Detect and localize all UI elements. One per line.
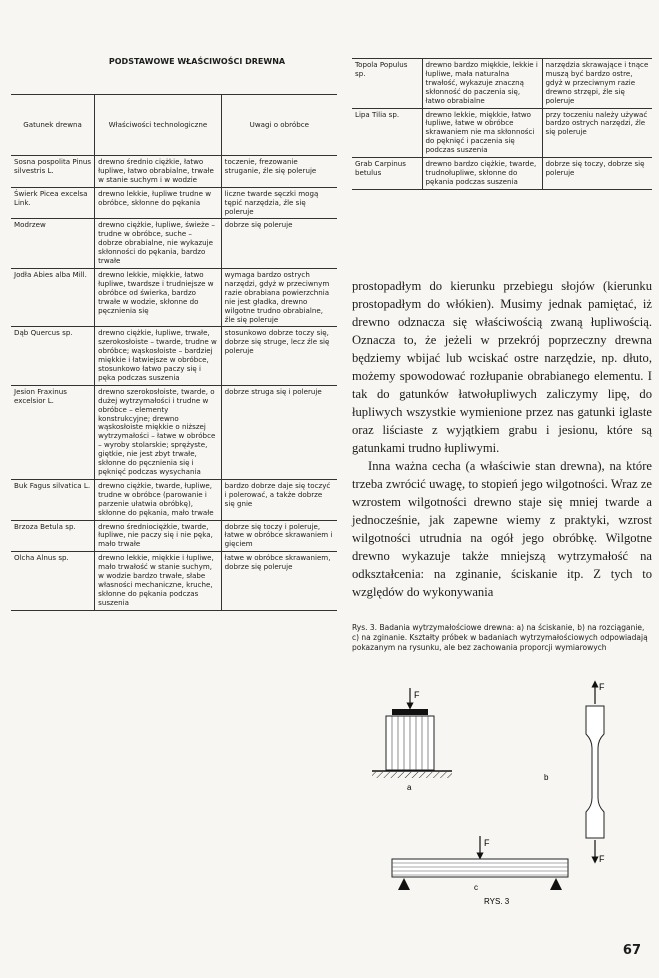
cell-species: Olcha Alnus sp. (11, 552, 95, 610)
label-c: c (474, 883, 478, 892)
page-number: 67 (622, 943, 641, 958)
force-label: F (599, 854, 605, 864)
cell-species: Sosna pospolita Pinus silvestris L. (11, 156, 95, 188)
cell-properties: drewno ciężkie, twarde, łupliwe, trudne w obróbce (parowanie i parzenie ułatwia obróbkę), skłonne do pękania, mało trwałe (95, 479, 222, 520)
table-row (11, 156, 337, 188)
cell-properties: drewno średnio ciężkie, łatwo łupliwe, łatwo obrabialne, trwałe w stanie suchym i w wodzie (95, 156, 222, 188)
tension-specimen (586, 706, 604, 838)
table-row (11, 187, 337, 219)
table-header-row (11, 95, 337, 156)
cell-species: Dąb Quercus sp. (11, 327, 95, 385)
cell-notes: dobrze się toczy, dobrze się poleruje (542, 158, 652, 190)
cell-properties: drewno szerokosłoiste, twarde, o dużej wytrzymałości i trudne w obróbce – elementy konstrukcyjne; drewno wąskosłoiste miękkie o niższej wytrzymałości – łatwe w obróbce – wyroby stolarskie; sprężyste, giętkie, nie jest zbyt trwałe, skłonne do pęcznienia się i pęknięć podczas wysychania (95, 385, 222, 479)
cell-notes: wymaga bardzo ostrych narzędzi, gdyż w przeciwnym razie obrabiana powierzchnia nie jest gładka, drewno wilgotne trudno obrabialne, źle się poleruje (221, 268, 337, 326)
bending-specimen (392, 859, 568, 877)
cell-properties: drewno lekkie, łupliwe trudne w obróbce, skłonne do pękania (95, 187, 222, 219)
cell-species: Buk Fagus silvatica L. (11, 479, 95, 520)
cell-species: Jesion Fraxinus excelsior L. (11, 385, 95, 479)
caption-label: Rys. 3. (352, 623, 378, 632)
cell-notes: toczenie, frezowanie struganie, źle się poleruje (221, 156, 337, 188)
cell-notes: dobrze się toczy i poleruje, łatwe w obróbce skrawaniem i gięciem (221, 520, 337, 552)
cell-properties: drewno lekkie, miękkie, łatwo łupliwe, twardsze i trudniejsze w obróbce od świerka, bardzo trwałe w wodzie, skłonne do pęcznienia się (95, 268, 222, 326)
cell-properties: drewno lekkie, miękkie i łupliwe, mało trwałość w stanie suchym, w wodzie bardzo trwałe, słabe własności mechaniczne, kruche, skłonne do pękania podczas suszenia (95, 552, 222, 610)
cell-notes: stosunkowo dobrze toczy się, dobrze się struge, lecz źle się poleruje (221, 327, 337, 385)
cell-species: Grab Carpinus betulus (352, 158, 422, 190)
cell-properties: drewno bardzo ciężkie, twarde, trudnołupliwe, skłonne do pękania podczas suszenia (422, 158, 542, 190)
table-row (352, 108, 652, 158)
label-a: a (407, 783, 412, 792)
cell-species: Świerk Picea excelsa Link. (11, 187, 95, 219)
cell-notes: dobrze się poleruje (221, 219, 337, 269)
header-properties: Właściwości technologiczne (95, 95, 222, 156)
header-species: Gatunek drewna (11, 95, 95, 156)
table-row (11, 268, 337, 326)
cell-species: Brzoza Betula sp. (11, 520, 95, 552)
wood-properties-table (11, 94, 337, 611)
cell-properties: drewno lekkie, miękkie, łatwo łupliwe, łatwe w obróbce skrawaniem nie ma skłonności do pęknięć i paczenia się podczas suszenia (422, 108, 542, 158)
cell-notes: przy toczeniu należy używać bardzo ostrych narzędzi, źle się poleruje (542, 108, 652, 158)
figure-label: RYS. 3 (484, 897, 510, 906)
force-label: F (599, 682, 605, 692)
strength-test-figure (352, 668, 652, 918)
cell-species: Lipa Tilia sp. (352, 108, 422, 158)
cell-notes: liczne twarde sęczki mogą tępić narzędzia, źle się poleruje (221, 187, 337, 219)
caption-text: Badania wytrzymałościowe drewna: a) na ściskanie, b) na rozciąganie, c) na zginanie. Kształty próbek w badaniach wytrzymałościowych odpowiadają pokazanym na rysunku, ale bez zachowania proporcji wymiarowych (352, 623, 648, 652)
cell-properties: drewno ciężkie, łupliwe, świeże – trudne w obróbce, suche – dobrze obrabialne, nie wykazuje skłonności do pękania, bardzo trwałe (95, 219, 222, 269)
cell-notes: dobrze struga się i poleruje (221, 385, 337, 479)
cell-species: Modrzew (11, 219, 95, 269)
press-plate (392, 709, 428, 715)
left-support (398, 878, 410, 890)
cell-notes: narzędzia skrawające i tnące muszą być bardzo ostre, gdyż w przeciwnym razie drewno strzępi, źle się poleruje (542, 59, 652, 109)
force-label: F (414, 690, 420, 700)
table-row (352, 59, 652, 109)
cell-species: Topola Populus sp. (352, 59, 422, 109)
right-support (550, 878, 562, 890)
compression-test-diagram (372, 688, 452, 792)
cell-properties: drewno bardzo miękkie, lekkie i łupliwe, mała naturalna trwałość, wykazuje znaczną skłonność do paczenia się, łatwo obrabialne (422, 59, 542, 109)
body-paragraph: Inna ważna cecha (a właściwie stan drewna), na które trzeba zwrócić uwagę, to stopień jego wilgotności. Wraz ze wzrostem wilgotności drewno staje się mniej twarde a jednocześnie, jak zapewne wiemy z praktyki, wzrost wilgotności utrudnia na ogół jego obróbkę. Wilgotne drewno wykazuje także mniejszą wytrzymałość na odkształcenia: na zginanie, ściskanie itp. Z tych to względów do wykonywania (352, 459, 652, 599)
table-row (11, 552, 337, 610)
table-row (352, 158, 652, 190)
cell-species: Jodła Abies alba Mill. (11, 268, 95, 326)
label-b: b (544, 773, 549, 782)
cell-properties: drewno średniociężkie, twarde, łupliwe, nie paczy się i nie pęka, mało trwałe (95, 520, 222, 552)
figure-caption (352, 623, 652, 653)
header-notes: Uwagi o obróbce (221, 95, 337, 156)
table-row (11, 219, 337, 269)
bending-test-diagram (392, 836, 568, 906)
body-paragraph: prostopadłym do kierunku przebiegu słojów (kierunku prostopadłym do włókien). Musimy jednak pamiętać, iż drewno odznacza się właściwością zwaną łupliwością. Oznacza to, że jeżeli w przekrój poprzeczny drewna będziemy wbijać lub wciskać ostre narzędzie, np. dłuto, możemy spowodować rozłupanie obrabianego elementu. I tak do gatunków łatwołupliwych zaliczymy lipę, do łupliwych wszystkie wymienione przez nas gatunki iglaste oraz liściaste z wyjątkiem grabu i jesionu, które są gatunkami trudno łupliwymi. (352, 279, 652, 455)
force-label: F (484, 838, 490, 848)
cell-notes: bardzo dobrze daje się toczyć i polerować, a także dobrze się gnie (221, 479, 337, 520)
table-row (11, 327, 337, 385)
table-row (11, 385, 337, 479)
wood-properties-table-continued (352, 58, 652, 190)
cell-notes: łatwe w obróbce skrawaniem, dobrze się poleruje (221, 552, 337, 610)
body-text (352, 277, 652, 601)
tension-test-diagram (544, 682, 605, 864)
table-title: PODSTAWOWE WŁAŚCIWOŚCI DREWNA (108, 57, 286, 66)
table-row (11, 520, 337, 552)
cell-properties: drewno ciężkie, łupliwe, trwałe, szerokosłoiste – twarde, trudne w obróbce; wąskosłoiste – bardziej miękkie i łatwiejsze w obróbce, stosunkowo łatwo paczy się i pęka podczas suszenia (95, 327, 222, 385)
table-row (11, 479, 337, 520)
